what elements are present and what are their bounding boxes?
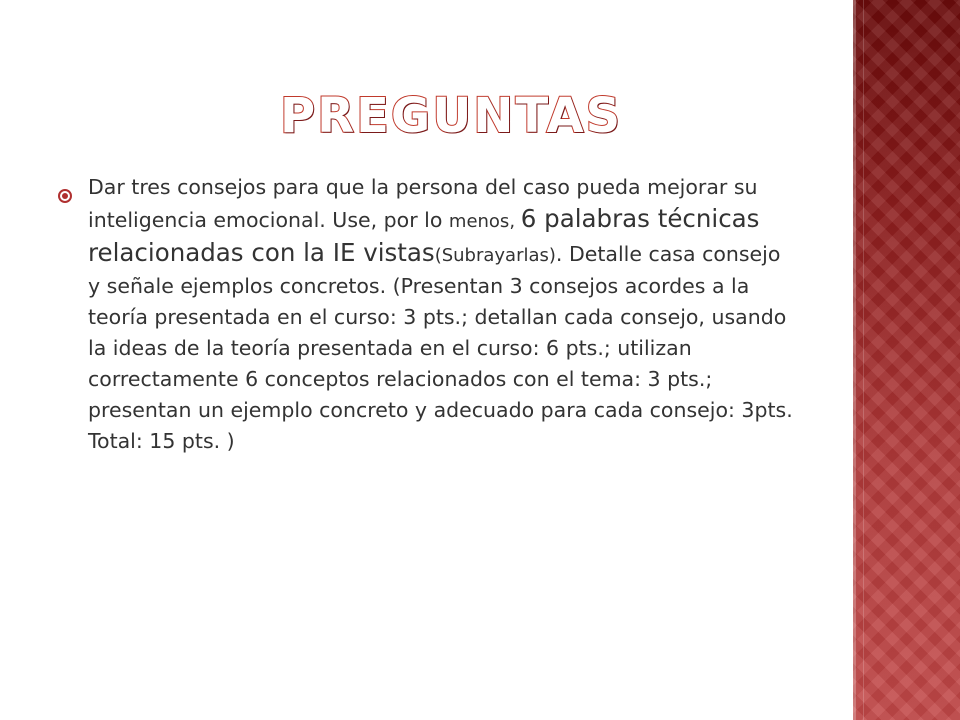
page-title: PREGUNTAS: [280, 88, 623, 144]
bullet-text: [88, 172, 798, 457]
text-segment: . Detalle casa consejo y señale ejemplos concretos. (Presentan 3 consejos acordes a la teoría presentada en el curso: 3 pts.; detallan cada consejo, usando la ideas de la teoría presentada en el curso: 6 pts.; utilizan correctamente 6 conceptos relacionados con el tema: 3 pts.; presentan un ejemplo concreto y adecuado para cada consejo: 3pts. Total: 15 pts. ): [88, 242, 793, 453]
bullet-list: [58, 172, 798, 457]
circle-dot-icon: [58, 189, 72, 203]
text-segment: (Subrayarlas): [434, 245, 556, 266]
text-segment: menos,: [448, 211, 521, 232]
list-item: [58, 172, 798, 457]
text-segment: 6 palabras técnicas relacionadas con la IE vistas: [88, 204, 760, 267]
text-segment: Dar tres consejos para que la persona del caso pueda mejorar su inteligencia emocional. Use, por lo: [88, 175, 758, 232]
decorative-side-panel: [853, 0, 960, 720]
bullet-marker: [58, 172, 88, 212]
